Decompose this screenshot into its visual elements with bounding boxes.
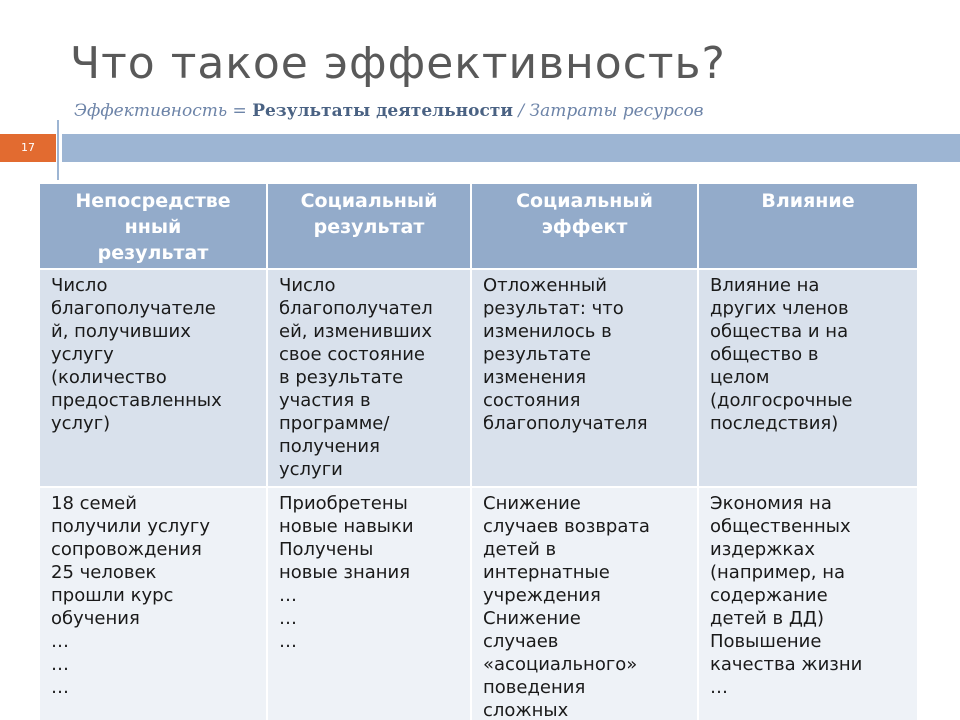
cell-text-line: состояния: [483, 390, 581, 411]
cell-text-line: результате: [483, 344, 591, 365]
cell-text-line: …: [279, 585, 297, 606]
header-impact: [698, 184, 918, 269]
cell-text-line: Экономия на: [710, 493, 832, 514]
cell-text-line: предоставленных: [51, 390, 222, 411]
cell-text-line: общества и на: [710, 321, 849, 342]
cell-text-line: получения: [279, 436, 380, 457]
table-cell: [471, 487, 698, 720]
formula-subtitle: [74, 101, 704, 121]
cell-text-line: эффект: [541, 216, 628, 238]
cell-text-line: случаев возврата: [483, 516, 650, 537]
cell-text-line: последствия): [710, 413, 839, 434]
cell-text-line: изменения: [483, 367, 587, 388]
table-cell: [40, 487, 267, 720]
cell-text-line: услугу: [51, 344, 114, 365]
cell-text-line: сопровождения: [51, 539, 202, 560]
page-title: Что такое эффективность?: [70, 38, 726, 89]
cell-text-line: …: [279, 631, 297, 652]
cell-text-line: общество в: [710, 344, 819, 365]
formula-part-efficiency: Эффективность =: [74, 101, 253, 121]
cell-text-line: Социальный: [300, 190, 438, 212]
header-social-effect: [471, 184, 698, 269]
cell-text-line: участия в: [279, 390, 371, 411]
cell-text-line: результат: [97, 242, 209, 264]
cell-text-line: целом: [710, 367, 770, 388]
table-cell: [698, 269, 918, 487]
cell-text-line: детей в: [483, 539, 557, 560]
table-row: [40, 269, 918, 487]
cell-text-line: (количество: [51, 367, 167, 388]
cell-text-line: Отложенный: [483, 275, 607, 296]
cell-text-line: других членов: [710, 298, 849, 319]
cell-text-line: благополучателя: [483, 413, 648, 434]
cell-text-line: сложных: [483, 700, 569, 720]
cell-text-line: услуги: [279, 459, 343, 480]
cell-text-line: издержках: [710, 539, 815, 560]
cell-text-line: обучения: [51, 608, 140, 629]
cell-text-line: программе/: [279, 413, 390, 434]
cell-text-line: благополучател: [279, 298, 433, 319]
cell-text-line: интернатные: [483, 562, 610, 583]
table-cell: [698, 487, 918, 720]
table-cell: [267, 269, 471, 487]
formula-part-results: Результаты деятельности: [252, 101, 513, 121]
cell-text-line: в результате: [279, 367, 404, 388]
slide-number: 17: [0, 134, 56, 162]
cell-text-line: 25 человек: [51, 562, 157, 583]
header-social-result: [267, 184, 471, 269]
cell-text-line: общественных: [710, 516, 851, 537]
cell-text-line: детей в ДД): [710, 608, 824, 629]
cell-text-line: 18 семей: [51, 493, 137, 514]
cell-text-line: …: [279, 608, 297, 629]
cell-text-line: Влияние: [761, 190, 855, 212]
cell-text-line: содержание: [710, 585, 828, 606]
cell-text-line: (например, на: [710, 562, 846, 583]
cell-text-line: Получены: [279, 539, 374, 560]
header-band: [62, 134, 960, 162]
cell-text-line: поведения: [483, 677, 586, 698]
cell-text-line: …: [51, 654, 69, 675]
cell-text-line: учреждения: [483, 585, 601, 606]
cell-text-line: качества жизни: [710, 654, 863, 675]
cell-text-line: Число: [51, 275, 108, 296]
header-direct-result: [40, 184, 267, 269]
cell-text-line: Социальный: [516, 190, 653, 212]
cell-text-line: изменилось в: [483, 321, 612, 342]
cell-text-line: й, получивших: [51, 321, 191, 342]
cell-text-line: новые знания: [279, 562, 411, 583]
cell-text-line: Повышение: [710, 631, 822, 652]
cell-text-line: свое состояние: [279, 344, 425, 365]
cell-text-line: результат: [313, 216, 425, 238]
table-cell: [267, 487, 471, 720]
cell-text-line: «асоциального»: [483, 654, 638, 675]
table-row: [40, 487, 918, 720]
cell-text-line: …: [51, 631, 69, 652]
cell-text-line: …: [51, 677, 69, 698]
cell-text-line: Непосредстве: [75, 190, 231, 212]
table-header-row: [40, 184, 918, 269]
formula-part-costs: / Затраты ресурсов: [512, 101, 704, 121]
cell-text-line: ей, изменивших: [279, 321, 433, 342]
decorative-divider: [57, 120, 59, 180]
cell-text-line: Снижение: [483, 493, 581, 514]
cell-text-line: нный: [124, 216, 182, 238]
table-cell: [471, 269, 698, 487]
cell-text-line: Снижение: [483, 608, 581, 629]
cell-text-line: Число: [279, 275, 336, 296]
cell-text-line: Влияние на: [710, 275, 820, 296]
results-table: [40, 184, 919, 720]
cell-text-line: получили услугу: [51, 516, 211, 537]
cell-text-line: благополучателе: [51, 298, 216, 319]
cell-text-line: прошли курс: [51, 585, 174, 606]
cell-text-line: случаев: [483, 631, 559, 652]
cell-text-line: (долгосрочные: [710, 390, 853, 411]
table-cell: [40, 269, 267, 487]
cell-text-line: …: [710, 677, 728, 698]
cell-text-line: новые навыки: [279, 516, 414, 537]
cell-text-line: результат: что: [483, 298, 624, 319]
cell-text-line: услуг): [51, 413, 111, 434]
cell-text-line: Приобретены: [279, 493, 408, 514]
